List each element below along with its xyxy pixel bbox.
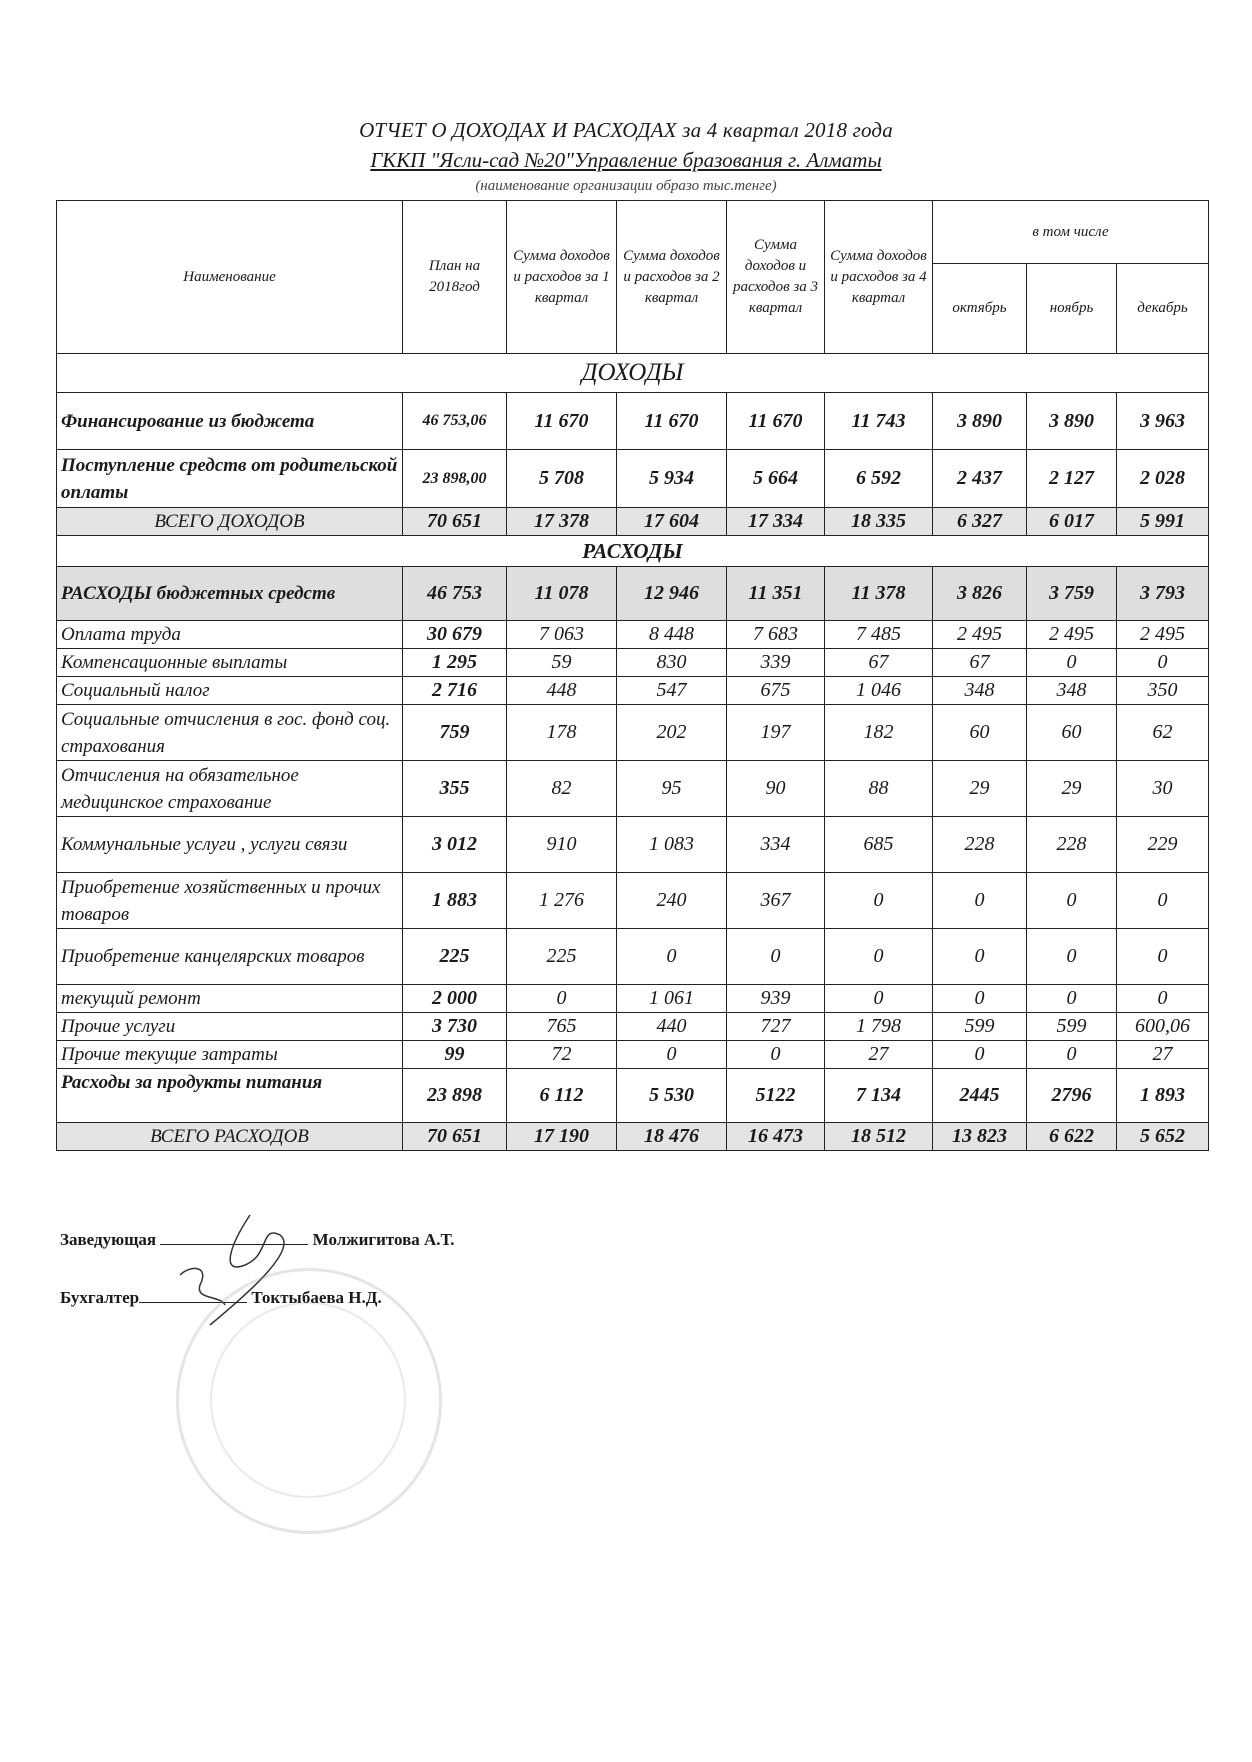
value-oct: 0 bbox=[933, 929, 1027, 985]
row-name: Отчисления на обязательное медицинское страхование bbox=[57, 761, 403, 817]
value-dec: 0 bbox=[1117, 649, 1209, 677]
head-label: Заведующая bbox=[60, 1230, 157, 1249]
value-q4: 18 335 bbox=[825, 508, 933, 536]
expense-total-row bbox=[57, 1123, 1209, 1151]
value-q2: 1 083 bbox=[617, 817, 727, 873]
value-oct: 228 bbox=[933, 817, 1027, 873]
value-nov: 0 bbox=[1027, 985, 1117, 1013]
value-q3: 5122 bbox=[727, 1069, 825, 1123]
value-plan: 2 000 bbox=[403, 985, 507, 1013]
expense-row bbox=[57, 761, 1209, 817]
value-nov: 599 bbox=[1027, 1013, 1117, 1041]
value-q3: 11 351 bbox=[727, 567, 825, 621]
value-plan: 2 716 bbox=[403, 677, 507, 705]
value-q3: 727 bbox=[727, 1013, 825, 1041]
value-q4: 88 bbox=[825, 761, 933, 817]
value-q1: 448 bbox=[507, 677, 617, 705]
row-name: Приобретение канцелярских товаров bbox=[57, 929, 403, 985]
value-plan: 46 753,06 bbox=[403, 393, 507, 450]
value-dec: 30 bbox=[1117, 761, 1209, 817]
value-q4: 6 592 bbox=[825, 450, 933, 508]
expense-row bbox=[57, 873, 1209, 929]
value-q4: 7 134 bbox=[825, 1069, 933, 1123]
value-q1: 225 bbox=[507, 929, 617, 985]
value-plan: 1 883 bbox=[403, 873, 507, 929]
expense-budget-row bbox=[57, 567, 1209, 621]
value-nov: 29 bbox=[1027, 761, 1117, 817]
value-oct: 0 bbox=[933, 985, 1027, 1013]
value-q2: 95 bbox=[617, 761, 727, 817]
value-q4: 182 bbox=[825, 705, 933, 761]
col-name-header: Наименование bbox=[57, 201, 403, 354]
value-q4: 11 743 bbox=[825, 393, 933, 450]
row-name: Поступление средств от родительской оплаты bbox=[57, 450, 403, 508]
value-q1: 82 bbox=[507, 761, 617, 817]
value-q4: 685 bbox=[825, 817, 933, 873]
expense-rows bbox=[57, 621, 1209, 1069]
value-plan: 99 bbox=[403, 1041, 507, 1069]
value-q3: 90 bbox=[727, 761, 825, 817]
value-q1: 17 190 bbox=[507, 1123, 617, 1151]
value-dec: 1 893 bbox=[1117, 1069, 1209, 1123]
value-oct: 13 823 bbox=[933, 1123, 1027, 1151]
value-dec: 3 963 bbox=[1117, 393, 1209, 450]
row-name: Финансирование из бюджета bbox=[57, 393, 403, 450]
row-name: ВСЕГО РАСХОДОВ bbox=[57, 1123, 403, 1151]
value-q4: 0 bbox=[825, 873, 933, 929]
table-header-row bbox=[57, 201, 1209, 264]
col-including-header: в том числе bbox=[933, 201, 1209, 264]
value-q2: 440 bbox=[617, 1013, 727, 1041]
report-title: ОТЧЕТ О ДОХОДАХ И РАСХОДАХ за 4 квартал 2018 года bbox=[359, 118, 893, 142]
value-plan: 70 651 bbox=[403, 508, 507, 536]
col-nov-header: ноябрь bbox=[1027, 264, 1117, 354]
value-plan: 759 bbox=[403, 705, 507, 761]
value-oct: 29 bbox=[933, 761, 1027, 817]
value-plan: 355 bbox=[403, 761, 507, 817]
value-plan: 3 730 bbox=[403, 1013, 507, 1041]
row-name: Прочие услуги bbox=[57, 1013, 403, 1041]
value-q4: 0 bbox=[825, 985, 933, 1013]
value-q3: 17 334 bbox=[727, 508, 825, 536]
value-q2: 0 bbox=[617, 1041, 727, 1069]
value-oct: 3 890 bbox=[933, 393, 1027, 450]
value-q3: 16 473 bbox=[727, 1123, 825, 1151]
value-oct: 0 bbox=[933, 1041, 1027, 1069]
value-q2: 5 530 bbox=[617, 1069, 727, 1123]
expense-row bbox=[57, 1013, 1209, 1041]
col-q3-header: Сумма доходов и расходов за 3 квартал bbox=[727, 201, 825, 354]
value-dec: 0 bbox=[1117, 929, 1209, 985]
expense-row bbox=[57, 621, 1209, 649]
row-name: Прочие текущие затраты bbox=[57, 1041, 403, 1069]
value-oct: 60 bbox=[933, 705, 1027, 761]
value-q3: 675 bbox=[727, 677, 825, 705]
row-name: Социальный налог bbox=[57, 677, 403, 705]
value-oct: 0 bbox=[933, 873, 1027, 929]
expense-row bbox=[57, 985, 1209, 1013]
value-q4: 67 bbox=[825, 649, 933, 677]
value-q3: 939 bbox=[727, 985, 825, 1013]
value-q1: 17 378 bbox=[507, 508, 617, 536]
value-q1: 5 708 bbox=[507, 450, 617, 508]
value-q4: 27 bbox=[825, 1041, 933, 1069]
value-nov: 2 495 bbox=[1027, 621, 1117, 649]
value-q1: 910 bbox=[507, 817, 617, 873]
value-q3: 11 670 bbox=[727, 393, 825, 450]
value-q1: 765 bbox=[507, 1013, 617, 1041]
row-name: Приобретение хозяйственных и прочих товаров bbox=[57, 873, 403, 929]
value-q4: 1 046 bbox=[825, 677, 933, 705]
value-plan: 30 679 bbox=[403, 621, 507, 649]
value-nov: 348 bbox=[1027, 677, 1117, 705]
value-dec: 5 652 bbox=[1117, 1123, 1209, 1151]
value-plan: 1 295 bbox=[403, 649, 507, 677]
value-q3: 0 bbox=[727, 929, 825, 985]
value-nov: 0 bbox=[1027, 929, 1117, 985]
value-dec: 600,06 bbox=[1117, 1013, 1209, 1041]
value-q2: 18 476 bbox=[617, 1123, 727, 1151]
value-nov: 0 bbox=[1027, 649, 1117, 677]
row-name: ВСЕГО ДОХОДОВ bbox=[57, 508, 403, 536]
income-row-parents bbox=[57, 450, 1209, 508]
expense-row bbox=[57, 1041, 1209, 1069]
income-total-row bbox=[57, 508, 1209, 536]
value-oct: 6 327 bbox=[933, 508, 1027, 536]
col-q4-header: Сумма доходов и расходов за 4 квартал bbox=[825, 201, 933, 354]
value-q2: 240 bbox=[617, 873, 727, 929]
value-q2: 8 448 bbox=[617, 621, 727, 649]
accountant-name: Токтыбаева Н.Д. bbox=[251, 1288, 382, 1307]
value-q1: 11 078 bbox=[507, 567, 617, 621]
value-nov: 60 bbox=[1027, 705, 1117, 761]
value-q4: 7 485 bbox=[825, 621, 933, 649]
value-q2: 1 061 bbox=[617, 985, 727, 1013]
value-q2: 11 670 bbox=[617, 393, 727, 450]
income-row-budget bbox=[57, 393, 1209, 450]
row-name: РАСХОДЫ бюджетных средств bbox=[57, 567, 403, 621]
value-plan: 23 898 bbox=[403, 1069, 507, 1123]
value-oct: 2 437 bbox=[933, 450, 1027, 508]
value-q1: 59 bbox=[507, 649, 617, 677]
value-plan: 225 bbox=[403, 929, 507, 985]
col-plan-header: План на 2018год bbox=[403, 201, 507, 354]
expense-row bbox=[57, 649, 1209, 677]
value-q4: 1 798 bbox=[825, 1013, 933, 1041]
round-stamp-inner bbox=[210, 1302, 406, 1498]
value-q2: 202 bbox=[617, 705, 727, 761]
value-q2: 830 bbox=[617, 649, 727, 677]
value-dec: 0 bbox=[1117, 985, 1209, 1013]
value-oct: 3 826 bbox=[933, 567, 1027, 621]
row-name: текущий ремонт bbox=[57, 985, 403, 1013]
value-oct: 348 bbox=[933, 677, 1027, 705]
value-nov: 0 bbox=[1027, 1041, 1117, 1069]
col-q2-header: Сумма доходов и расходов за 2 квартал bbox=[617, 201, 727, 354]
value-dec: 0 bbox=[1117, 873, 1209, 929]
value-nov: 3 890 bbox=[1027, 393, 1117, 450]
expense-row bbox=[57, 677, 1209, 705]
value-oct: 2445 bbox=[933, 1069, 1027, 1123]
value-plan: 46 753 bbox=[403, 567, 507, 621]
expense-row bbox=[57, 929, 1209, 985]
value-dec: 62 bbox=[1117, 705, 1209, 761]
value-nov: 3 759 bbox=[1027, 567, 1117, 621]
income-section-title: ДОХОДЫ bbox=[57, 354, 1209, 393]
value-plan: 70 651 bbox=[403, 1123, 507, 1151]
value-q3: 197 bbox=[727, 705, 825, 761]
value-plan: 3 012 bbox=[403, 817, 507, 873]
value-q2: 547 bbox=[617, 677, 727, 705]
value-nov: 0 bbox=[1027, 873, 1117, 929]
value-dec: 2 495 bbox=[1117, 621, 1209, 649]
head-name: Молжигитова А.Т. bbox=[312, 1230, 455, 1249]
income-section-row bbox=[57, 354, 1209, 393]
value-nov: 6 017 bbox=[1027, 508, 1117, 536]
col-q1-header: Сумма доходов и расходов за 1 квартал bbox=[507, 201, 617, 354]
value-q2: 5 934 bbox=[617, 450, 727, 508]
value-q3: 367 bbox=[727, 873, 825, 929]
expense-section-title: РАСХОДЫ bbox=[57, 536, 1209, 567]
value-q2: 0 bbox=[617, 929, 727, 985]
value-q1: 0 bbox=[507, 985, 617, 1013]
value-dec: 350 bbox=[1117, 677, 1209, 705]
value-dec: 5 991 bbox=[1117, 508, 1209, 536]
organization-name: ГККП "Ясли-сад №20"Управление бразования г. Алматы bbox=[370, 148, 882, 172]
value-q1: 7 063 bbox=[507, 621, 617, 649]
value-q1: 72 bbox=[507, 1041, 617, 1069]
value-q3: 0 bbox=[727, 1041, 825, 1069]
value-nov: 6 622 bbox=[1027, 1123, 1117, 1151]
value-dec: 27 bbox=[1117, 1041, 1209, 1069]
value-dec: 2 028 bbox=[1117, 450, 1209, 508]
value-oct: 599 bbox=[933, 1013, 1027, 1041]
expense-food-row bbox=[57, 1069, 1209, 1123]
value-q3: 5 664 bbox=[727, 450, 825, 508]
value-nov: 228 bbox=[1027, 817, 1117, 873]
value-q2: 12 946 bbox=[617, 567, 727, 621]
value-q1: 1 276 bbox=[507, 873, 617, 929]
value-nov: 2 127 bbox=[1027, 450, 1117, 508]
col-oct-header: октябрь bbox=[933, 264, 1027, 354]
value-oct: 2 495 bbox=[933, 621, 1027, 649]
value-q1: 178 bbox=[507, 705, 617, 761]
value-q3: 339 bbox=[727, 649, 825, 677]
row-name: Коммунальные услуги , услуги связи bbox=[57, 817, 403, 873]
value-q4: 11 378 bbox=[825, 567, 933, 621]
accountant-label: Бухгалтер bbox=[60, 1288, 140, 1307]
value-plan: 23 898,00 bbox=[403, 450, 507, 508]
row-name: Компенсационные выплаты bbox=[57, 649, 403, 677]
row-name: Социальные отчисления в гос. фонд соц. страхования bbox=[57, 705, 403, 761]
row-name: Расходы за продукты питания bbox=[57, 1069, 403, 1123]
income-expense-table bbox=[56, 200, 1209, 1151]
value-q4: 18 512 bbox=[825, 1123, 933, 1151]
value-q2: 17 604 bbox=[617, 508, 727, 536]
col-dec-header: декабрь bbox=[1117, 264, 1209, 354]
report-subtitle: (наименование организации образо тыс.тенге) bbox=[475, 178, 777, 194]
value-dec: 229 bbox=[1117, 817, 1209, 873]
value-oct: 67 bbox=[933, 649, 1027, 677]
expense-section-row bbox=[57, 536, 1209, 567]
expense-row bbox=[57, 705, 1209, 761]
value-q4: 0 bbox=[825, 929, 933, 985]
value-nov: 2796 bbox=[1027, 1069, 1117, 1123]
value-q1: 11 670 bbox=[507, 393, 617, 450]
expense-row bbox=[57, 817, 1209, 873]
row-name: Оплата труда bbox=[57, 621, 403, 649]
value-dec: 3 793 bbox=[1117, 567, 1209, 621]
value-q3: 334 bbox=[727, 817, 825, 873]
value-q1: 6 112 bbox=[507, 1069, 617, 1123]
value-q3: 7 683 bbox=[727, 621, 825, 649]
